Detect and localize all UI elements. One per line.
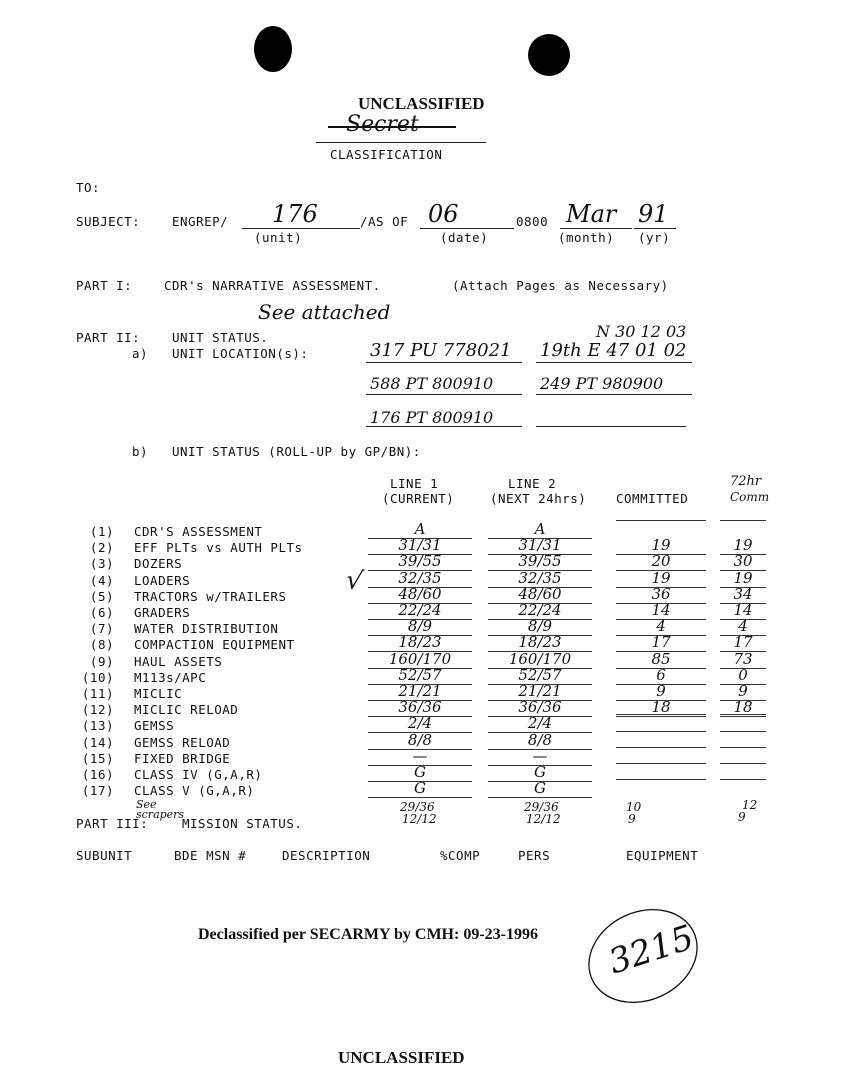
row-label: CLASS IV (G,A,R) [134,767,263,782]
cell-line1-value: 52/57 [398,665,442,684]
cell-committed-value: 14 [651,601,671,619]
cell-line2-value: 52/57 [518,665,562,684]
row-label: DOZERS [134,556,183,572]
row-label: MICLIC [134,686,183,701]
classification-underline [316,142,486,143]
cell-72hr-underline [720,747,766,748]
cell-line1-value: 8/9 [407,617,433,636]
location-2-underline [536,362,692,363]
cell-line2 [488,779,592,797]
extra-l1b: 12/12 [402,812,437,826]
row-number: (8) [89,637,114,653]
cell-72hr-value: 19 [733,568,753,587]
cell-72hr-underline [720,779,766,780]
classification-top: UNCLASSIFIED [358,94,485,113]
cell-line1-value: A [414,520,426,538]
row-number: (17) [81,783,114,799]
cell-72hr-value: 73 [733,649,753,668]
classification-label: CLASSIFICATION [330,147,443,162]
row-number: (16) [81,767,114,782]
to-label: TO: [76,180,101,195]
cell-line2-underline [488,797,592,798]
cell-line2-value: 31/31 [518,536,562,555]
cell-line2-value: G [534,763,546,781]
year-underline [634,228,676,229]
cell-72hr-underline [720,731,766,732]
part3-col-equipment: EQUIPMENT [626,848,699,863]
extra-commb: 9 [628,812,636,826]
location-4-underline [536,394,692,395]
part1-text: CDR's NARRATIVE ASSESSMENT. [164,278,381,293]
coord-note: N 30 12 03 [596,322,687,341]
row-label: HAUL ASSETS [134,653,223,669]
extra-l1: 29/36 [400,800,435,814]
cell-line1-value: 39/55 [398,552,442,571]
part1-note: (Attach Pages as Necessary) [452,278,669,293]
part1-label: PART I: [76,278,133,293]
table-row [0,779,850,799]
cell-line2-value: 8/8 [527,730,553,749]
part3-col-subunit: SUBUNIT [76,848,133,863]
unit-value: 176 [272,200,318,228]
cell-line1-value: 21/21 [398,682,442,700]
unit-caption: (unit) [254,230,303,245]
part3-col-description: DESCRIPTION [282,848,371,863]
month-value: Mar [566,200,617,228]
row-number: (1) [89,524,114,539]
row-label: FIXED BRIDGE [134,750,231,766]
cell-committed-underline [616,714,706,715]
year-value: 91 [638,200,669,228]
row-label: GEMSS RELOAD [134,734,231,750]
engrep-label: ENGREP/ [172,214,229,229]
location-6-underline [536,426,686,427]
row-number: (6) [89,605,114,620]
cell-committed-value: 4 [656,617,666,636]
subject-label: SUBJECT: [76,214,141,229]
cell-line1-value: 160/170 [388,649,452,668]
cell-line2-value: 39/55 [518,552,562,571]
cell-committed-underline [616,731,706,732]
col-line2: LINE 2 [508,476,557,491]
cell-72hr-value: 19 [733,536,753,555]
year-caption: (yr) [638,230,671,245]
part3-title: MISSION STATUS. [182,816,303,831]
cell-line1-value: 22/24 [398,601,442,619]
location-3: 588 PT 800910 [370,374,494,393]
old-marking-secret: Secret [346,112,419,137]
location-1: 317 PU 778021 [370,340,512,361]
cell-committed-value: 20 [651,552,671,571]
stamp-number: 3215 [603,917,699,983]
cell-line2-value: 21/21 [518,682,562,700]
extra-l2: 29/36 [524,800,559,814]
col-72hr: 72hr [730,474,762,489]
row-number: (7) [89,621,114,637]
part2-a-label: a) [132,346,149,361]
cell-72hr-value: 4 [738,617,748,636]
check-mark-icon: √ [343,564,366,598]
cell-line2-value: A [534,520,546,538]
cell-committed-value: 85 [651,649,671,668]
cell-line2-value: 8/9 [527,617,553,636]
cell-committed-value: 19 [651,536,671,555]
punch-hole-left [254,26,292,72]
cell-line1 [368,779,472,797]
row-number: (4) [89,572,114,588]
extra-c72: 12 [742,798,758,812]
cell-committed-underline [616,779,706,780]
part2-b-label: b) [132,444,149,459]
part3-col-msn: BDE MSN # [174,848,247,863]
cell-72hr-value: 17 [733,633,753,652]
cell-line2-value: 36/36 [518,698,562,717]
part3-label: PART III: [76,816,149,831]
cell-committed-value: 18 [651,698,671,717]
punch-hole-right [528,34,570,76]
see-scrapers-note: See scrapers [136,798,185,821]
row-label: LOADERS [134,572,191,588]
cell-72hr-underline [720,520,766,521]
row-number: (3) [89,556,114,572]
row-number: (14) [81,734,114,750]
date-value: 06 [428,200,459,228]
strike-line [328,126,456,128]
row-number: (11) [81,686,114,701]
cell-72hr-value: 18 [733,698,753,717]
location-1-underline [366,362,522,363]
cell-committed-underline [616,747,706,748]
location-4: 249 PT 980900 [540,374,664,393]
row-number: (10) [81,669,114,685]
row-label: COMPACTION EQUIPMENT [134,637,295,653]
row-label: WATER DISTRIBUTION [134,621,279,637]
cell-line1-value: G [414,763,426,781]
cell-72hr-value: 0 [738,665,748,684]
row-number: (15) [81,750,114,766]
location-5-underline [366,426,522,427]
extra-c72b: 9 [738,810,746,824]
cell-line2-value: — [532,746,548,765]
cell-line2-value: G [534,779,546,798]
cell-committed-underline [616,520,706,521]
cell-committed-value: 36 [651,584,671,603]
part3-col-comp: %COMP [440,848,481,863]
cell-committed-underline [616,716,706,717]
cell-committed-value: 17 [651,633,671,652]
classification-bottom: UNCLASSIFIED [338,1048,465,1067]
part2-title: UNIT STATUS. [172,330,269,345]
location-5: 176 PT 800910 [370,408,494,427]
cell-line2-value: 32/35 [518,568,562,587]
cell-committed-value: 6 [656,665,666,684]
row-number: (12) [81,702,114,718]
cell-line2-value: 22/24 [518,601,562,619]
cell-72hr-value: 9 [738,682,748,700]
row-label: GRADERS [134,605,191,620]
row-number: (2) [89,540,114,556]
unit-underline [242,228,360,229]
cell-72hr-value: 14 [733,601,753,619]
cell-line1-value: 2/4 [407,714,433,733]
as-of-label: /AS OF [360,214,409,229]
part2-b-text: UNIT STATUS (ROLL-UP by GP/BN): [172,444,421,459]
cell-line1-value: 48/60 [398,584,442,603]
row-label: GEMSS [134,718,175,734]
row-label: EFF PLTs vs AUTH PLTs [134,540,303,556]
col-line1: LINE 1 [390,476,439,491]
cell-line2-value: 18/23 [518,633,562,652]
col-committed: COMMITTED [616,491,689,506]
date-caption: (date) [440,230,489,245]
cell-line1-value: 31/31 [398,536,442,555]
cell-committed-underline [616,763,706,764]
cell-72hr-underline [720,763,766,764]
cell-committed-value: 19 [651,568,671,587]
row-number: (13) [81,718,114,734]
row-label: MICLIC RELOAD [134,702,239,718]
time-value: 0800 [516,214,549,229]
cell-72hr-value: 34 [733,584,753,603]
row-number: (9) [89,653,114,669]
cell-committed-value: 9 [656,682,666,700]
cell-line1-value: 18/23 [398,633,442,652]
part1-handwritten: See attached [258,300,391,324]
extra-comm: 10 [626,800,642,814]
part2-label: PART II: [76,330,141,345]
part2-a-text: UNIT LOCATION(s): [172,346,309,361]
cell-line2-value: 160/170 [508,649,572,668]
cell-line1-value: G [414,779,426,798]
cell-72hr-underline [720,716,766,717]
cell-72hr-underline [720,714,766,715]
declassified-note: Declassified per SECARMY by CMH: 09-23-1996 [198,926,538,943]
cell-line2-value: 48/60 [518,584,562,603]
cell-line1-value: 8/8 [407,730,433,749]
col-line1-sub: (CURRENT) [382,491,455,506]
cell-line1-underline [368,797,472,798]
cell-line1-value: 36/36 [398,698,442,717]
col-72hr-sub: Comm [730,490,770,504]
month-caption: (month) [558,230,615,245]
location-3-underline [366,394,522,395]
row-label: M113s/APC [134,669,207,685]
cell-line1-value: 32/35 [398,568,442,587]
row-label: CLASS V (G,A,R) [134,783,255,799]
row-number: (5) [89,588,114,604]
location-2: 19th E 47 01 02 [540,340,687,361]
part3-col-pers: PERS [518,848,551,863]
extra-l2b: 12/12 [526,812,561,826]
date-underline [420,228,514,229]
cell-line1-value: — [412,746,428,765]
month-underline [560,228,632,229]
col-line2-sub: (NEXT 24hrs) [490,491,587,506]
cell-72hr-value: 30 [733,552,753,571]
row-label: CDR'S ASSESSMENT [134,524,263,539]
cell-line2-value: 2/4 [527,714,553,733]
row-label: TRACTORS w/TRAILERS [134,588,287,604]
